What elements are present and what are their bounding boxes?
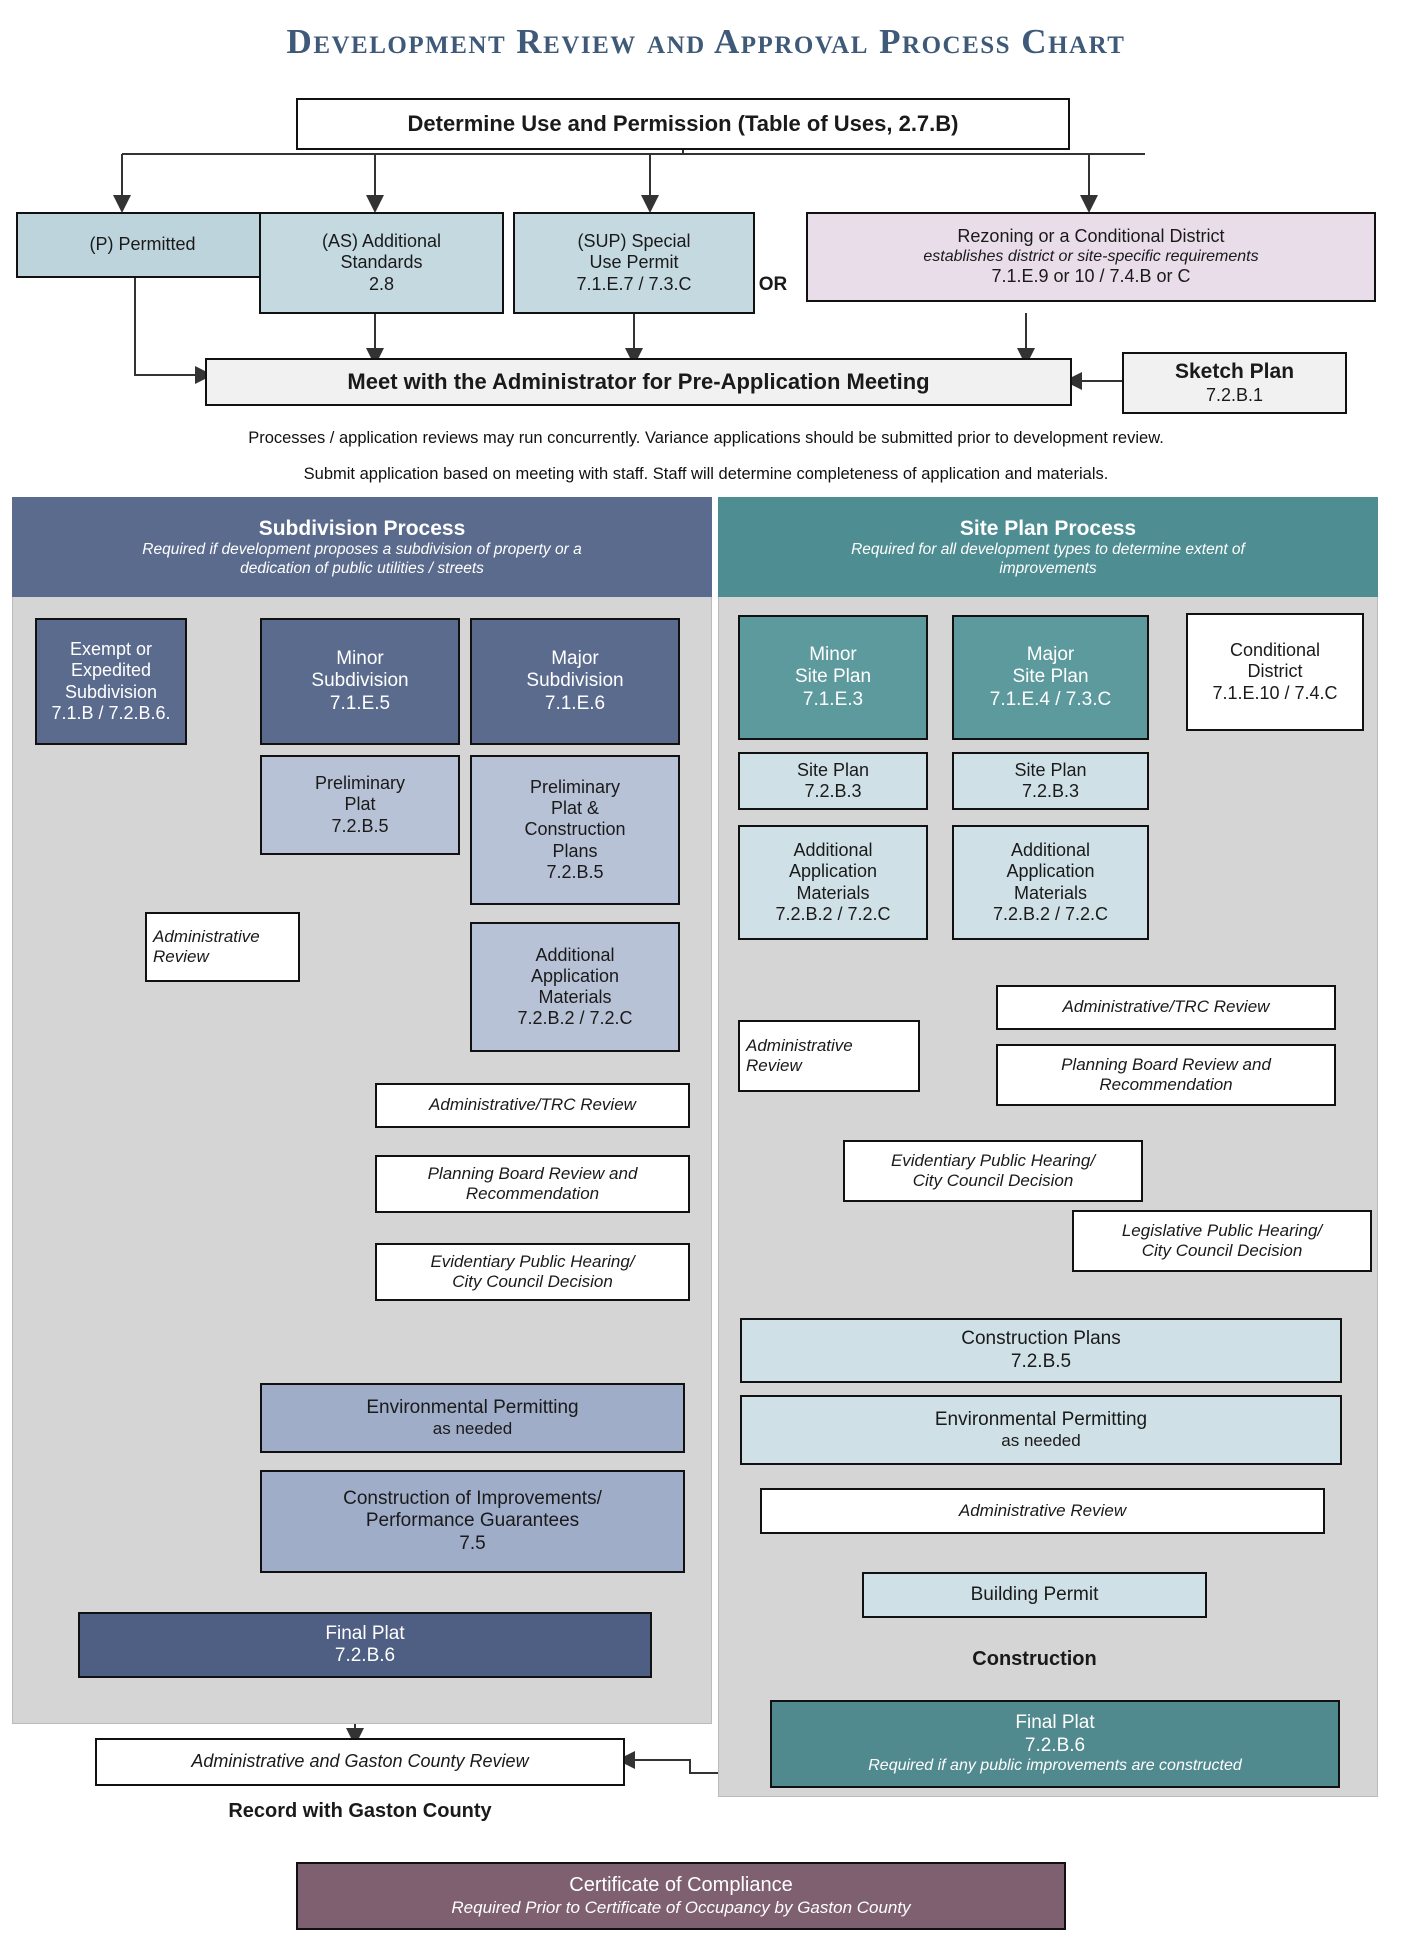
determine-use-box[interactable] (296, 98, 1070, 150)
siteplan-administrative-review-2-box[interactable] (760, 1488, 1325, 1534)
construction-label: Construction (972, 1648, 1097, 1670)
subdivision-additional-materials-box[interactable] (470, 922, 680, 1052)
rezoning-line1: Rezoning or a Conditional District (957, 226, 1225, 247)
as-line2: Standards (340, 252, 423, 273)
prelim-plat-line2: Plat (344, 794, 376, 815)
sp-fp-line2: 7.2.B.6 (1024, 1734, 1086, 1756)
subdivision-planning-board-box[interactable] (375, 1155, 690, 1213)
siteplan-planning-board-box[interactable] (996, 1044, 1336, 1106)
certificate-line2: Required Prior to Certificate of Occupancy by Gaston County (451, 1897, 911, 1917)
preliminary-plat-construction-box[interactable] (470, 755, 680, 905)
major-sp-line2: Site Plan (1012, 666, 1089, 688)
determine-use-label: Determine Use and Permission (Table of Uses, 2.7.B) (407, 111, 959, 137)
sp-fp-line1: Final Plat (1015, 1712, 1095, 1734)
ppc-line3: Construction (524, 819, 626, 840)
prelim-plat-line1: Preliminary (314, 773, 406, 794)
sup-line1: (SUP) Special (577, 231, 691, 252)
spj-line1: Site Plan (1014, 759, 1087, 780)
subdivision-final-plat-box[interactable] (78, 1612, 652, 1678)
permitted-label: (P) Permitted (89, 234, 196, 255)
spam-line4: 7.2.B.2 / 7.2.C (775, 903, 891, 924)
spm-line1: Site Plan (796, 759, 870, 780)
siteplan-subheading-1: Required for all development types to determine extent of (851, 541, 1245, 558)
exempt-line2: Expedited (70, 660, 152, 681)
ppc-line5: 7.2.B.5 (546, 861, 604, 882)
sp-cp-line2: 7.2.B.5 (1010, 1350, 1072, 1372)
siteplan-admin-trc-review-box[interactable] (996, 985, 1336, 1030)
sketch-line1: Sketch Plan (1174, 360, 1295, 383)
major-sub-line2: Subdivision (526, 670, 624, 692)
sub-addl-line1: Additional (535, 944, 615, 965)
page-title: Development Review and Approval Process Chart (286, 22, 1126, 61)
cd-line2: District (1247, 661, 1303, 682)
sup-line3: 7.1.E.7 / 7.3.C (576, 273, 692, 294)
building-permit-label: Building Permit (970, 1583, 1099, 1605)
certificate-line1: Certificate of Compliance (569, 1874, 793, 1897)
sketch-plan-box[interactable] (1122, 352, 1347, 414)
ci-line1: Construction of Improvements/ (343, 1487, 602, 1509)
sub-fp-line1: Final Plat (325, 1622, 405, 1644)
sp-pb-line1: Planning Board Review and (1061, 1054, 1271, 1074)
spj-line2: 7.2.B.3 (1021, 781, 1080, 801)
sp-fp-line3: Required if any public improvements are constructed (868, 1756, 1242, 1774)
minor-subdivision-box[interactable] (260, 618, 460, 745)
minor-sp-line2: Site Plan (794, 666, 872, 688)
preapp-label: Meet with the Administrator for Pre-Application Meeting (347, 369, 930, 395)
spaj-line2: Application (1006, 861, 1095, 882)
sup-box[interactable] (513, 212, 755, 314)
sp-cp-line1: Construction Plans (961, 1328, 1121, 1350)
sp-ev-line2: City Council Decision (912, 1171, 1074, 1190)
minor-sub-line2: Subdivision (311, 670, 409, 692)
sub-env-line1: Environmental Permitting (366, 1396, 579, 1418)
rezoning-box[interactable] (806, 212, 1376, 302)
ci-line3: 7.5 (459, 1532, 486, 1554)
spam-line2: Application (788, 861, 878, 882)
sp-admin2-label: Administrative Review (958, 1500, 1127, 1520)
siteplan-legislative-hearing-box[interactable] (1072, 1210, 1372, 1272)
siteplan-administrative-review-box[interactable] (738, 1020, 920, 1092)
record-with-gaston-label: Record with Gaston County (228, 1800, 492, 1822)
as-line3: 2.8 (368, 273, 395, 294)
subdivision-subheading-2: dedication of public utilities / streets (240, 559, 484, 577)
minor-sub-line3: 7.1.E.5 (329, 692, 391, 714)
minor-sp-line1: Minor (809, 643, 857, 665)
subdivision-admin-trc-review-box[interactable] (375, 1083, 690, 1128)
preliminary-plat-box[interactable] (260, 755, 460, 855)
major-subdivision-box[interactable] (470, 618, 680, 745)
spaj-line4: 7.2.B.2 / 7.2.C (992, 903, 1109, 924)
minor-site-plan-box[interactable] (738, 615, 928, 740)
major-sp-line3: 7.1.E.4 / 7.3.C (989, 688, 1112, 710)
sp-pb-line2: Recommendation (1099, 1075, 1233, 1094)
prelim-plat-line3: 7.2.B.5 (331, 815, 389, 836)
rezoning-line2: establishes district or site-specific requirements (923, 247, 1259, 265)
concurrency-note-1: Processes / application reviews may run concurrently. Variance applications should be submitted prior to development review. (248, 429, 1164, 447)
ci-line2: Performance Guarantees (365, 1510, 580, 1532)
siteplan-construction-plans-box[interactable] (740, 1318, 1342, 1383)
ppc-line4: Plans (552, 840, 598, 861)
siteplan-additional-materials-minor-box[interactable] (738, 825, 928, 940)
sub-admin-line2: Review (153, 947, 209, 966)
preapplication-meeting-box[interactable] (205, 358, 1072, 406)
sp-leg-line2: City Council Decision (1141, 1241, 1303, 1260)
exempt-line3: Subdivision (64, 681, 158, 702)
siteplan-environmental-permitting-box[interactable] (740, 1395, 1342, 1465)
sup-line2: Use Permit (589, 252, 679, 273)
spam-line1: Additional (793, 840, 873, 861)
building-permit-box[interactable] (862, 1572, 1207, 1618)
conditional-district-box[interactable] (1186, 613, 1364, 731)
sp-env-line2: as needed (1001, 1431, 1081, 1451)
sub-ev-line1: Evidentiary Public Hearing/ (430, 1251, 635, 1271)
sp-admin-line1: Administrative (746, 1035, 853, 1055)
subdivision-subheading-1: Required if development proposes a subdivision of property or a (142, 541, 582, 558)
as-line1: (AS) Additional (321, 231, 442, 252)
sub-addl-line2: Application (530, 965, 620, 986)
admin-gaston-label: Administrative and Gaston County Review (191, 1751, 529, 1772)
siteplan-heading: Site Plan Process (959, 516, 1137, 540)
sp-admintrc-label: Administrative/TRC Review (1062, 997, 1270, 1017)
cd-line1: Conditional (1229, 640, 1321, 661)
siteplan-subheading-2: improvements (999, 559, 1097, 577)
site-plan-minor-doc-box[interactable] (738, 752, 928, 810)
siteplan-panel-header (718, 497, 1378, 597)
administrative-gaston-review-box[interactable] (95, 1738, 625, 1786)
exempt-subdivision-box[interactable] (35, 618, 187, 745)
ppc-line1: Preliminary (529, 776, 621, 797)
construction-improvements-box[interactable] (260, 1470, 685, 1573)
minor-sp-line3: 7.1.E.3 (802, 688, 864, 710)
siteplan-additional-materials-major-box[interactable] (952, 825, 1149, 940)
spm-line2: 7.2.B.3 (804, 781, 862, 801)
sketch-line2: 7.2.B.1 (1205, 384, 1264, 405)
subdivision-environmental-permitting-box[interactable] (260, 1383, 685, 1453)
sub-admintrc-label: Administrative/TRC Review (429, 1095, 636, 1115)
major-sub-line1: Major (551, 647, 599, 669)
additional-standards-box[interactable] (259, 212, 504, 314)
major-site-plan-box[interactable] (952, 615, 1149, 740)
rezoning-line3: 7.1.E.9 or 10 / 7.4.B or C (991, 266, 1191, 287)
sub-fp-line2: 7.2.B.6 (334, 1645, 396, 1666)
or-label: OR (758, 274, 788, 295)
spaj-line1: Additional (1010, 840, 1091, 861)
sub-ev-line2: City Council Decision (452, 1272, 613, 1291)
exempt-line4: 7.1.B / 7.2.B.6. (51, 702, 171, 723)
sp-ev-line1: Evidentiary Public Hearing/ (890, 1150, 1096, 1170)
sub-addl-line3: Materials (538, 987, 612, 1007)
sub-pb-line2: Recommendation (465, 1184, 600, 1203)
spam-line3: Materials (796, 882, 870, 903)
exempt-line1: Exempt or (69, 639, 153, 660)
sub-addl-line4: 7.2.B.2 / 7.2.C (517, 1008, 633, 1029)
cd-line3: 7.1.E.10 / 7.4.C (1212, 682, 1338, 703)
major-sub-line3: 7.1.E.6 (544, 692, 606, 714)
sp-env-line1: Environmental Permitting (934, 1408, 1148, 1430)
subdivision-administrative-review-box[interactable] (145, 912, 300, 982)
siteplan-evidentiary-hearing-box[interactable] (843, 1140, 1143, 1202)
sp-leg-line1: Legislative Public Hearing/ (1121, 1220, 1323, 1240)
major-sp-line1: Major (1026, 643, 1075, 665)
subdivision-evidentiary-hearing-box[interactable] (375, 1243, 690, 1301)
subdivision-heading: Subdivision Process (258, 516, 466, 540)
site-plan-major-doc-box[interactable] (952, 752, 1149, 810)
spaj-line3: Materials (1013, 882, 1088, 903)
sub-pb-line1: Planning Board Review and (427, 1163, 638, 1183)
sub-env-line2: as needed (432, 1419, 513, 1439)
permitted-box[interactable] (16, 212, 269, 278)
concurrency-note-2: Submit application based on meeting with staff. Staff will determine completeness of application and materials. (303, 465, 1109, 483)
sub-admin-line1: Administrative (153, 926, 260, 946)
sp-admin-line2: Review (746, 1056, 802, 1075)
subdivision-panel-header (12, 497, 712, 597)
certificate-of-compliance-box[interactable] (296, 1862, 1066, 1930)
minor-sub-line1: Minor (336, 647, 384, 669)
siteplan-final-plat-box[interactable] (770, 1700, 1340, 1788)
ppc-line2: Plat & (550, 798, 600, 819)
